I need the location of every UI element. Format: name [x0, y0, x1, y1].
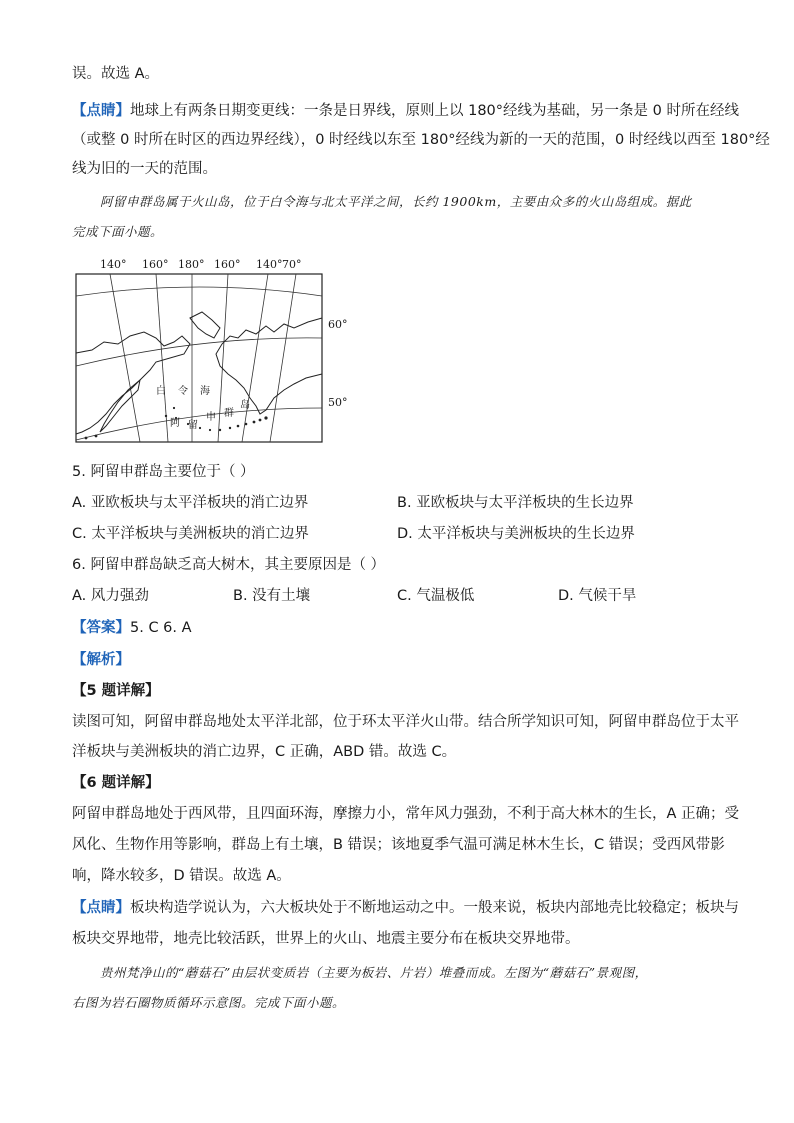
q5-detail-title: 【5 题详解】	[72, 683, 160, 699]
q6-option-d: D. 气候干旱	[558, 588, 637, 604]
tip-text: 板块构造学说认为，六大板块处于不断地运动之中。一般来说，板块内部地壳比较稳定；板块与	[130, 900, 739, 916]
q5-stem: 5. 阿留申群岛主要位于（ ）	[72, 464, 255, 480]
tip-paragraph-1-line-1	[72, 101, 739, 121]
tip-tag: 【点睛】	[72, 103, 130, 119]
lon-label: 70°	[282, 258, 302, 271]
q6-option-b: B. 没有土壤	[233, 588, 311, 604]
material-intro-line-2: 完成下面小题。	[72, 224, 164, 239]
sea-label-char: 海	[200, 386, 210, 397]
next-material-intro-line-1: 贵州梵净山的“蘑菇石”由层状变质岩（主要为板岩、片岩）堆叠而成。左图为“蘑菇石”景观图，	[100, 965, 648, 980]
q6-detail-line-2: 风化、生物作用等影响，群岛上有土壤，B 错误；该地夏季气温可满足林木生长，C 错误；受西风带影	[72, 837, 725, 853]
q6-option-c: C. 气温极低	[397, 588, 475, 604]
lat-label: 60°	[328, 318, 348, 331]
tip-paragraph-1-line-2: （或整 0 时所在时区的西边界经线），0 时经线以东至 180°经线为新的一天的范围，0 时经线以西至 180°经	[72, 132, 770, 148]
answer-text: 5. C 6. A	[130, 620, 192, 636]
island-label-char: 岛	[240, 400, 250, 411]
lon-label: 140°	[256, 258, 283, 271]
q5-option-b: B. 亚欧板块与太平洋板块的生长边界	[397, 495, 634, 511]
q6-detail-line-1: 阿留申群岛地处于西风带，且四面环海，摩擦力小，常年风力强劲，不利于高大林木的生长，A 正确；受	[72, 806, 740, 822]
sea-label-char: 令	[178, 386, 188, 397]
island-label-char: 阿	[170, 418, 180, 429]
prev-answer-tail: 误。故选 A。	[72, 66, 160, 82]
q6-detail-line-3: 响，降水较多，D 错误。故选 A。	[72, 868, 291, 884]
q5-option-c: C. 太平洋板块与美洲板块的消亡边界	[72, 526, 309, 542]
next-material-intro-line-2: 右图为岩石圈物质循环示意图。完成下面小题。	[72, 995, 346, 1010]
answer-tag: 【答案】	[72, 620, 130, 636]
lon-label: 160°	[214, 258, 241, 271]
q5-option-d: D. 太平洋板块与美洲板块的生长边界	[397, 526, 635, 542]
sea-label-char: 白	[156, 386, 166, 397]
lat-label: 50°	[328, 396, 348, 409]
tip-paragraph-2-line-2: 板块交界地带，地壳比较活跃，世界上的火山、地震主要分布在板块交界地带。	[72, 931, 580, 947]
island-label-char: 留	[188, 420, 198, 431]
answer-line	[72, 618, 192, 638]
material-intro-line-1: 阿留申群岛属于火山岛，位于白令海与北太平洋之间，长约 1900km，主要由众多的火山岛组成。据此	[100, 194, 692, 209]
q6-option-a: A. 风力强劲	[72, 588, 149, 604]
analysis-tag: 【解析】	[72, 652, 130, 668]
q5-option-a: A. 亚欧板块与太平洋板块的消亡边界	[72, 495, 309, 511]
q5-detail-line-2: 洋板块与美洲板块的消亡边界，C 正确，ABD 错。故选 C。	[72, 744, 457, 760]
island-label-char: 申	[206, 412, 216, 423]
lon-label: 140°	[100, 258, 127, 271]
q5-detail-line-1: 读图可知，阿留申群岛地处太平洋北部，位于环太平洋火山带。结合所学知识可知，阿留申群岛位于太平	[72, 714, 739, 730]
q6-detail-title: 【6 题详解】	[72, 775, 160, 791]
tip-paragraph-1-line-3: 线为旧的一天的范围。	[72, 161, 217, 177]
q6-stem: 6. 阿留申群岛缺乏高大树木，其主要原因是（ ）	[72, 557, 386, 573]
tip-text: 地球上有两条日期变更线：一条是日界线，原则上以 180°经线为基础，另一条是 0 时所在经线	[130, 103, 739, 119]
lon-label: 180°	[178, 258, 205, 271]
aleutian-map	[70, 258, 360, 448]
island-label-char: 群	[224, 408, 234, 419]
tip-paragraph-2-line-1	[72, 898, 739, 918]
tip-tag: 【点睛】	[72, 900, 130, 916]
lon-label: 160°	[142, 258, 169, 271]
